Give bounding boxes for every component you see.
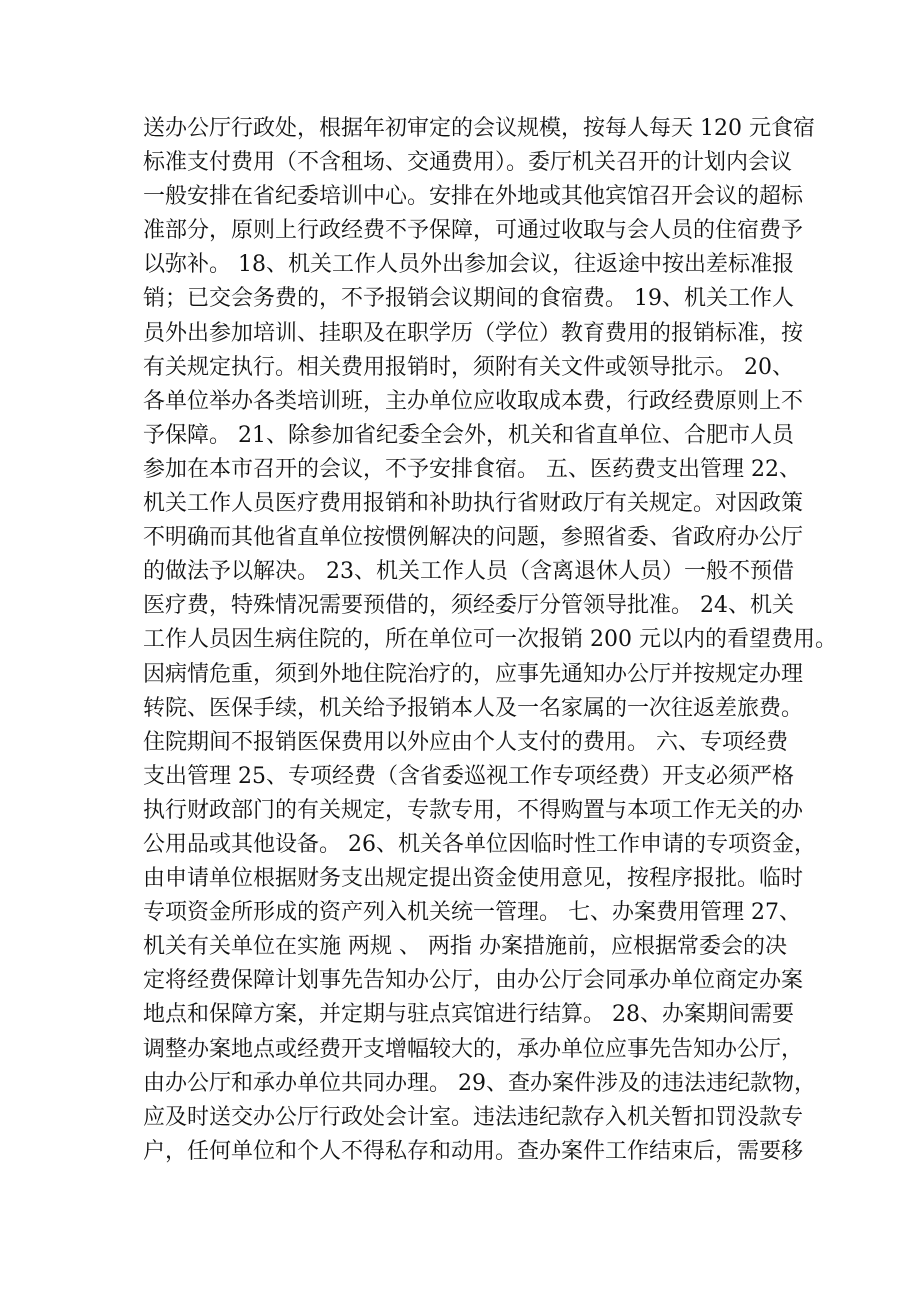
text-line: 有关规定执行。相关费用报销时，须附有关文件或领导批示。 20、: [143, 354, 794, 380]
text-line: 支出管理 25、专项经费（含省委巡视工作专项经费）开支必须严格: [143, 763, 794, 789]
text-line: 由申请单位根据财务支出规定提出资金使用意见，按程序报批。临时: [143, 866, 804, 892]
text-line: 调整办案地点或经费开支增幅较大的，承办单位应事先告知办公厅，: [143, 1036, 804, 1062]
text-line: 公用品或其他设备。 26、机关各单位因临时性工作申请的专项资金，: [143, 831, 816, 857]
text-line: 各单位举办各类培训班，主办单位应收取成本费，行政经费原则上不: [143, 388, 804, 414]
text-line: 机关工作人员医疗费用报销和补助执行省财政厅有关规定。对因政策: [143, 491, 804, 517]
text-line: 地点和保障方案，并定期与驻点宾馆进行结算。 28、办案期间需要: [143, 1002, 794, 1028]
text-line: 以弥补。 18、机关工作人员外出参加会议，往返途中按出差标准报: [143, 252, 794, 278]
text-line: 员外出参加培训、挂职及在职学历（学位）教育费用的报销标准，按: [143, 320, 804, 346]
text-line: 执行财政部门的有关规定，专款专用，不得购置与本项工作无关的办: [143, 797, 804, 823]
text-line: 因病情危重，须到外地住院治疗的，应事先通知办公厅并按规定办理: [143, 661, 804, 687]
text-line: 住院期间不报销医保费用以外应由个人支付的费用。 六、专项经费: [143, 729, 788, 755]
text-line: 工作人员因生病住院的，所在单位可一次报销 200 元以内的看望费用。: [143, 627, 837, 653]
text-line: 医疗费，特殊情况需要预借的，须经委厅分管领导批准。 24、机关: [143, 593, 794, 619]
text-line: 一般安排在省纪委培训中心。安排在外地或其他宾馆召开会议的超标: [143, 184, 804, 210]
text-line: 送办公厅行政处，根据年初审定的会议规模，按每人每天 120 元食宿: [143, 116, 815, 141]
text-line: 户，任何单位和个人不得私存和动用。查办案件工作结束后，需要移: [143, 1138, 804, 1164]
text-line: 机关有关单位在实施 两规 、 两指 办案措施前，应根据常委会的决: [143, 934, 787, 960]
text-line: 由办公厅和承办单位共同办理。 29、查办案件涉及的违法违纪款物，: [143, 1070, 816, 1096]
text-line: 准部分，原则上行政经费不予保障，可通过收取与会人员的住宿费予: [143, 218, 804, 244]
text-line: 的做法予以解决。 23、机关工作人员（含离退休人员）一般不预借: [143, 559, 794, 585]
text-line: 定将经费保障计划事先告知办公厅，由办公厅会同承办单位商定办案: [143, 968, 804, 994]
text-line: 不明确而其他省直单位按惯例解决的问题，参照省委、省政府办公厅: [143, 525, 804, 551]
text-line: 转院、医保手续，机关给予报销本人及一名家属的一次往返差旅费。: [143, 695, 804, 721]
text-line: 标准支付费用（不含租场、交通费用）。委厅机关召开的计划内会议: [143, 150, 793, 176]
text-line: 专项资金所形成的资产列入机关统一管理。 七、办案费用管理 27、: [143, 900, 801, 926]
document-body: [143, 112, 837, 1169]
text-line: 应及时送交办公厅行政处会计室。违法违纪款存入机关暂扣罚没款专: [143, 1104, 804, 1130]
text-line: 参加在本市召开的会议，不予安排食宿。 五、医药费支出管理 22、: [143, 456, 801, 482]
text-line: 销；已交会务费的，不予报销会议期间的食宿费。 19、机关工作人: [143, 286, 794, 312]
text-line: 予保障。 21、除参加省纪委全会外，机关和省直单位、合肥市人员: [143, 422, 794, 448]
